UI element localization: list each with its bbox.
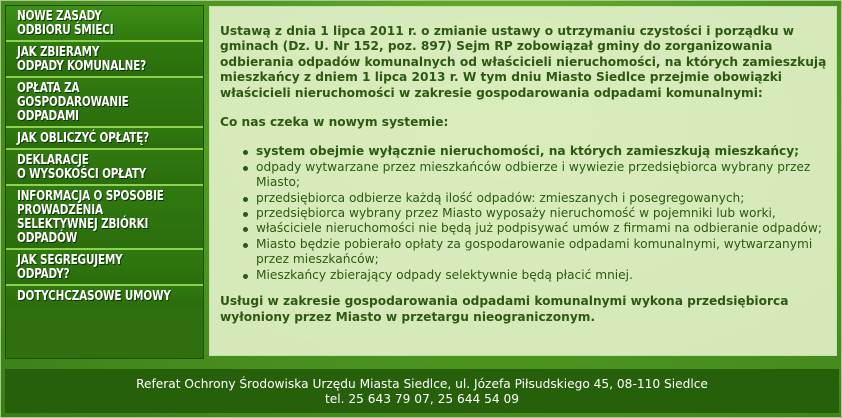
- sidebar-item-label: ODPADY?: [17, 266, 70, 282]
- list-item: właściciele nieruchomości nie będą już podpisywać umów z firmami na odbieranie odpadów;: [256, 221, 828, 236]
- sidebar-item-label: O WYSOKOŚCI OPŁATY: [17, 166, 147, 182]
- sidebar-item-label: INFORMACJA O SPOSOBIE: [17, 188, 164, 204]
- sidebar-item-label: ODPADÓW: [17, 230, 78, 246]
- sidebar-item-label: DEKLARACJE: [17, 152, 89, 168]
- sidebar-nav: [5, 5, 204, 359]
- list-item: przedsiębiorca wybrany przez Miasto wyposaży nieruchomość w pojemniki lub worki,: [256, 206, 828, 221]
- sidebar-item-dotychczasowe-umowy[interactable]: [6, 286, 203, 306]
- sidebar-item-oplata[interactable]: [6, 78, 203, 128]
- footer-address: Referat Ochrony Środowiska Urzędu Miasta Siedlce, ul. Józefa Piłsudskiego 45, 08-110 Siedlce: [136, 377, 708, 391]
- list-item: Miasto będzie pobierało opłaty za gospodarowanie odpadami komunalnymi, wytwarzanymi przez mieszkańców;: [256, 237, 828, 268]
- sidebar-item-jak-zbieramy[interactable]: [6, 42, 203, 78]
- bullet-list: [220, 144, 828, 283]
- sidebar-item-label: NOWE ZASADY: [17, 8, 102, 24]
- sidebar-item-jak-segregujemy[interactable]: [6, 250, 203, 286]
- sidebar-item-informacja[interactable]: [6, 186, 203, 250]
- sidebar-item-label: ODBIORU ŚMIECI: [17, 22, 114, 38]
- list-item: Mieszkańcy zbierający odpady selektywnie będą płacić mniej.: [256, 268, 828, 283]
- sidebar-item-label: JAK SEGREGUJEMY: [17, 252, 123, 268]
- sidebar-item-label: ODPADAMI: [17, 108, 79, 124]
- sidebar-item-label: ODPADY KOMUNALNE?: [17, 58, 147, 74]
- main-content: [209, 6, 837, 356]
- sidebar-item-label: OPŁATA ZA: [17, 80, 80, 96]
- sidebar-item-jak-obliczyc[interactable]: [6, 128, 203, 150]
- sidebar-item-label: GOSPODAROWANIE: [17, 94, 129, 110]
- sidebar-item-label: PROWADZENIA: [17, 202, 103, 218]
- section-heading: Co nas czeka w nowym systemie:: [220, 115, 449, 130]
- sidebar-item-label: DOTYCHCZASOWE UMOWY: [17, 288, 171, 304]
- list-item: przedsiębiorca odbierze każdą ilość odpadów: zmieszanych i posegregowanych;: [256, 191, 828, 206]
- sidebar-item-label: JAK OBLICZYĆ OPŁATĘ?: [17, 130, 150, 146]
- footer-phone: tel. 25 643 79 07, 25 644 54 09: [325, 392, 519, 406]
- closing-paragraph: Usługi w zakresie gospodarowania odpadami komunalnymi wykona przedsiębiorca wyłoniony przez Miasto w przetargu nieograniczonym.: [220, 294, 789, 324]
- sidebar-item-label: JAK ZBIERAMY: [17, 44, 100, 60]
- list-item: system obejmie wyłącznie nieruchomości, na których zamieszkują mieszkańcy;: [256, 144, 828, 159]
- footer: [5, 369, 839, 413]
- sidebar-item-nowe-zasady[interactable]: [6, 6, 203, 42]
- intro-paragraph: Ustawą z dnia 1 lipca 2011 r. o zmianie ustawy o utrzymaniu czystości i porządku w gminach (Dz. U. Nr 152, poz. 897) Sejm RP zobowiązał gminy do zorganizowania odbierania odpadów komunalnych od właścicieli nieruchomości, na których zamieszkują mieszkańcy z dniem 1 lipca 2013 r. W tym dniu Miasto Siedlce przejmie obowiązki właścicieli nieruchomości w zakresie gospodarowania odpadami komunalnymi:: [220, 24, 827, 100]
- sidebar-item-label: SELEKTYWNEJ ZBIÓRKI: [17, 216, 149, 232]
- sidebar-item-deklaracje[interactable]: [6, 150, 203, 186]
- list-item: odpady wytwarzane przez mieszkańców odbierze i wywiezie przedsiębiorca wybrany przez Miasto;: [256, 160, 828, 191]
